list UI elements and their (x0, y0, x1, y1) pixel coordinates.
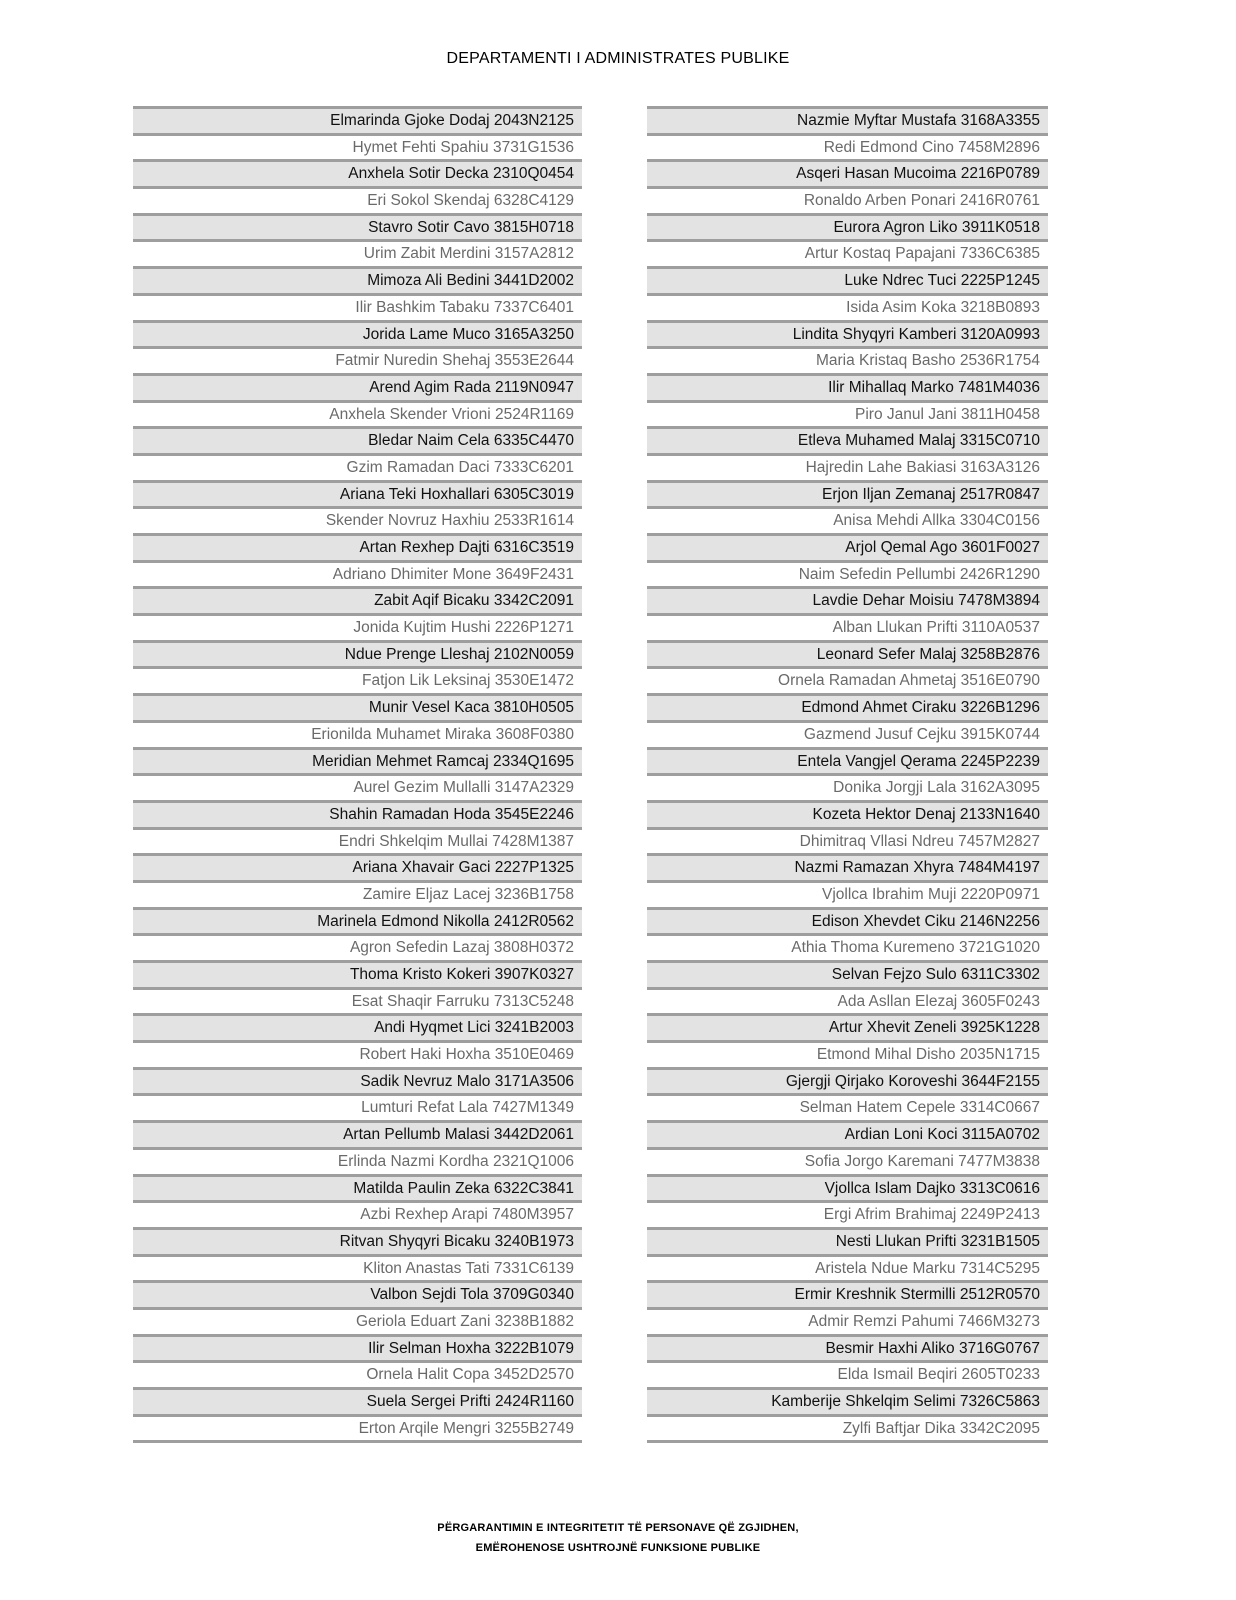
list-item: Erton Arqile Mengri 3255B2749 (133, 1414, 582, 1441)
list-item: Ilir Bashkim Tabaku 7337C6401 (133, 293, 582, 320)
footer-line-1: PËRGARANTIMIN E INTEGRITETIT TË PERSONAVE QË ZGJIDHEN, (437, 1522, 799, 1534)
list-item: Anxhela Sotir Decka 2310Q0454 (133, 159, 582, 186)
list-item: Nazmi Ramazan Xhyra 7484M4197 (647, 853, 1048, 880)
list-item: Arjol Qemal Ago 3601F0027 (647, 533, 1048, 560)
list-item: Adriano Dhimiter Mone 3649F2431 (133, 560, 582, 587)
list-item: Sofia Jorgo Karemani 7477M3838 (647, 1147, 1048, 1174)
list-item: Maria Kristaq Basho 2536R1754 (647, 346, 1048, 373)
list-item: Zamire Eljaz Lacej 3236B1758 (133, 880, 582, 907)
right-name-list (647, 106, 1048, 1443)
list-item: Redi Edmond Cino 7458M2896 (647, 133, 1048, 160)
list-item: Jonida Kujtim Hushi 2226P1271 (133, 613, 582, 640)
list-item: Naim Sefedin Pellumbi 2426R1290 (647, 560, 1048, 587)
list-item: Artur Xhevit Zeneli 3925K1228 (647, 1013, 1048, 1040)
list-item: Piro Janul Jani 3811H0458 (647, 400, 1048, 427)
list-item: Ornela Ramadan Ahmetaj 3516E0790 (647, 666, 1048, 693)
list-item: Arend Agim Rada 2119N0947 (133, 373, 582, 400)
list-item: Dhimitraq Vllasi Ndreu 7457M2827 (647, 827, 1048, 854)
list-item: Ornela Halit Copa 3452D2570 (133, 1360, 582, 1387)
list-item: Besmir Haxhi Aliko 3716G0767 (647, 1334, 1048, 1361)
list-item: Urim Zabit Merdini 3157A2812 (133, 239, 582, 266)
list-item: Munir Vesel Kaca 3810H0505 (133, 693, 582, 720)
list-item: Meridian Mehmet Ramcaj 2334Q1695 (133, 747, 582, 774)
list-item: Hymet Fehti Spahiu 3731G1536 (133, 133, 582, 160)
list-item: Ariana Teki Hoxhallari 6305C3019 (133, 480, 582, 507)
list-item: Gazmend Jusuf Cejku 3915K0744 (647, 720, 1048, 747)
list-item: Eri Sokol Skendaj 6328C4129 (133, 186, 582, 213)
list-item: Erjon Iljan Zemanaj 2517R0847 (647, 480, 1048, 507)
list-item: Kozeta Hektor Denaj 2133N1640 (647, 800, 1048, 827)
list-item: Ergi Afrim Brahimaj 2249P2413 (647, 1200, 1048, 1227)
list-item: Azbi Rexhep Arapi 7480M3957 (133, 1200, 582, 1227)
list-item: Ada Asllan Elezaj 3605F0243 (647, 987, 1048, 1014)
list-item: Edmond Ahmet Ciraku 3226B1296 (647, 693, 1048, 720)
list-item: Edison Xhevdet Ciku 2146N2256 (647, 907, 1048, 934)
list-item: Lavdie Dehar Moisiu 7478M3894 (647, 586, 1048, 613)
list-item: Ilir Selman Hoxha 3222B1079 (133, 1334, 582, 1361)
list-item: Ndue Prenge Lleshaj 2102N0059 (133, 640, 582, 667)
list-item: Kliton Anastas Tati 7331C6139 (133, 1254, 582, 1281)
list-item: Bledar Naim Cela 6335C4470 (133, 426, 582, 453)
list-item: Admir Remzi Pahumi 7466M3273 (647, 1307, 1048, 1334)
list-item: Artan Pellumb Malasi 3442D2061 (133, 1120, 582, 1147)
list-item: Gzim Ramadan Daci 7333C6201 (133, 453, 582, 480)
list-item: Alban Llukan Prifti 3110A0537 (647, 613, 1048, 640)
list-item: Anisa Mehdi Allka 3304C0156 (647, 506, 1048, 533)
list-item: Zylfi Baftjar Dika 3342C2095 (647, 1414, 1048, 1441)
list-item: Ardian Loni Koci 3115A0702 (647, 1120, 1048, 1147)
list-item: Agron Sefedin Lazaj 3808H0372 (133, 933, 582, 960)
list-item: Ilir Mihallaq Marko 7481M4036 (647, 373, 1048, 400)
list-item: Erlinda Nazmi Kordha 2321Q1006 (133, 1147, 582, 1174)
list-item: Athia Thoma Kuremeno 3721G1020 (647, 933, 1048, 960)
list-item: Sadik Nevruz Malo 3171A3506 (133, 1067, 582, 1094)
list-item: Vjollca Ibrahim Muji 2220P0971 (647, 880, 1048, 907)
list-item: Aurel Gezim Mullalli 3147A2329 (133, 773, 582, 800)
list-item: Marinela Edmond Nikolla 2412R0562 (133, 907, 582, 934)
list-item: Donika Jorgji Lala 3162A3095 (647, 773, 1048, 800)
list-item: Isida Asim Koka 3218B0893 (647, 293, 1048, 320)
list-item: Robert Haki Hoxha 3510E0469 (133, 1040, 582, 1067)
list-item: Jorida Lame Muco 3165A3250 (133, 320, 582, 347)
list-item: Leonard Sefer Malaj 3258B2876 (647, 640, 1048, 667)
list-item: Endri Shkelqim Mullai 7428M1387 (133, 827, 582, 854)
left-name-list (133, 106, 582, 1443)
list-item: Artan Rexhep Dajti 6316C3519 (133, 533, 582, 560)
list-item: Lumturi Refat Lala 7427M1349 (133, 1093, 582, 1120)
list-item: Geriola Eduart Zani 3238B1882 (133, 1307, 582, 1334)
list-item: Selvan Fejzo Sulo 6311C3302 (647, 960, 1048, 987)
list-item: Vjollca Islam Dajko 3313C0616 (647, 1174, 1048, 1201)
list-end-rule (647, 1440, 1048, 1443)
list-item: Entela Vangjel Qerama 2245P2239 (647, 747, 1048, 774)
list-item: Etmond Mihal Disho 2035N1715 (647, 1040, 1048, 1067)
list-item: Lindita Shyqyri Kamberi 3120A0993 (647, 320, 1048, 347)
list-item: Fatjon Lik Leksinaj 3530E1472 (133, 666, 582, 693)
list-item: Skender Novruz Haxhiu 2533R1614 (133, 506, 582, 533)
list-item: Nesti Llukan Prifti 3231B1505 (647, 1227, 1048, 1254)
list-item: Esat Shaqir Farruku 7313C5248 (133, 987, 582, 1014)
list-item: Andi Hyqmet Lici 3241B2003 (133, 1013, 582, 1040)
list-item: Zabit Aqif Bicaku 3342C2091 (133, 586, 582, 613)
list-item: Suela Sergei Prifti 2424R1160 (133, 1387, 582, 1414)
list-item: Artur Kostaq Papajani 7336C6385 (647, 239, 1048, 266)
list-item: Gjergji Qirjako Koroveshi 3644F2155 (647, 1067, 1048, 1094)
list-item: Matilda Paulin Zeka 6322C3841 (133, 1174, 582, 1201)
list-item: Elmarinda Gjoke Dodaj 2043N2125 (133, 106, 582, 133)
list-item: Elda Ismail Beqiri 2605T0233 (647, 1360, 1048, 1387)
footer (0, 1518, 1236, 1558)
page-title: DEPARTAMENTI I ADMINISTRATES PUBLIKE (446, 50, 790, 67)
list-item: Selman Hatem Cepele 3314C0667 (647, 1093, 1048, 1120)
list-item: Asqeri Hasan Mucoima 2216P0789 (647, 159, 1048, 186)
list-item: Ronaldo Arben Ponari 2416R0761 (647, 186, 1048, 213)
list-item: Nazmie Myftar Mustafa 3168A3355 (647, 106, 1048, 133)
list-item: Ariana Xhavair Gaci 2227P1325 (133, 853, 582, 880)
list-item: Kamberije Shkelqim Selimi 7326C5863 (647, 1387, 1048, 1414)
list-item: Ermir Kreshnik Stermilli 2512R0570 (647, 1280, 1048, 1307)
list-item: Valbon Sejdi Tola 3709G0340 (133, 1280, 582, 1307)
list-item: Mimoza Ali Bedini 3441D2002 (133, 266, 582, 293)
list-item: Aristela Ndue Marku 7314C5295 (647, 1254, 1048, 1281)
list-end-rule (133, 1440, 582, 1443)
list-item: Ritvan Shyqyri Bicaku 3240B1973 (133, 1227, 582, 1254)
footer-line-2: EMËROHENOSE USHTROJNË FUNKSIONE PUBLIKE (475, 1542, 761, 1554)
list-item: Etleva Muhamed Malaj 3315C0710 (647, 426, 1048, 453)
list-item: Erionilda Muhamet Miraka 3608F0380 (133, 720, 582, 747)
list-item: Shahin Ramadan Hoda 3545E2246 (133, 800, 582, 827)
list-item: Thoma Kristo Kokeri 3907K0327 (133, 960, 582, 987)
list-item: Luke Ndrec Tuci 2225P1245 (647, 266, 1048, 293)
list-item: Eurora Agron Liko 3911K0518 (647, 213, 1048, 240)
list-item: Fatmir Nuredin Shehaj 3553E2644 (133, 346, 582, 373)
list-item: Stavro Sotir Cavo 3815H0718 (133, 213, 582, 240)
list-item: Anxhela Skender Vrioni 2524R1169 (133, 400, 582, 427)
list-item: Hajredin Lahe Bakiasi 3163A3126 (647, 453, 1048, 480)
